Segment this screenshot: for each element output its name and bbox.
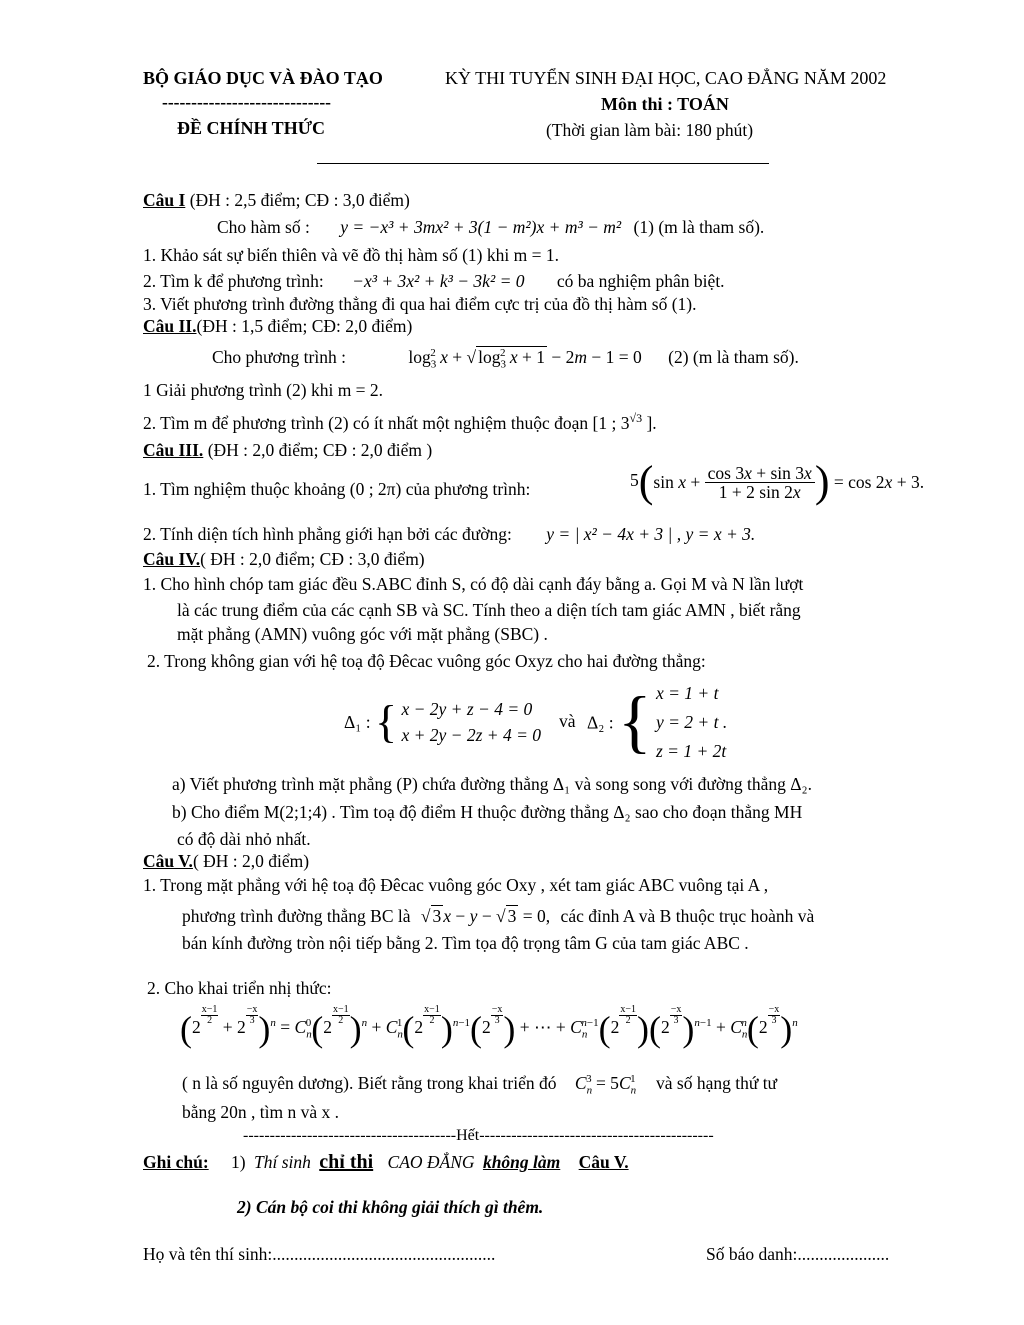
delta2-label: Δ₂ : xyxy=(587,712,614,733)
note1-text-d: không làm xyxy=(482,1152,561,1172)
q2-item2-end: ]. xyxy=(642,413,657,433)
q1-item2-post: có ba nghiệm phân biệt. xyxy=(556,271,725,291)
q4-item1-line3: mặt phẳng (AMN) vuông góc với mặt phẳng (SBC) . xyxy=(177,624,548,644)
q3-item1-equation: 5(sin x + $\frac{\cos 3x + \sin 3x}{1 + 2 \sin 2x}$ ) = cos 2x + 3. xyxy=(630,457,925,506)
delta2-equations xyxy=(656,679,727,766)
q5-item2-line3-post: và số hạng thứ tư xyxy=(656,1073,778,1093)
q1-formula-tag: (1) (m là tham số). xyxy=(633,217,765,237)
q4-part-a: a) Viết phương trình mặt phẳng (P) chứa đường thẳng Δ₁ và song song với đường thẳng Δ₂. xyxy=(172,774,813,794)
note1-number: 1) xyxy=(231,1152,246,1172)
q2-intro: Cho phương trình : xyxy=(212,347,346,367)
q5-item2-line3: ( n là số nguyên dương). Biết rằng trong khai triển đó $C_n^3 = 5C_n^1$ và số hạng thứ tư xyxy=(182,1073,778,1097)
delta2-eq2: y = 2 + t . xyxy=(655,712,728,732)
delta2-system: Δ₂ : { x = 1 + t y = 2 + t . z = 1 + 2t xyxy=(587,679,727,766)
q4-title: Câu IV. xyxy=(143,549,201,569)
q1-formula: y = −x³ + 3mx² + 3(1 − m²)x + m³ − m² xyxy=(340,217,622,237)
note-label: Ghi chú: xyxy=(143,1152,209,1172)
and-label: và xyxy=(559,711,576,731)
q1-function xyxy=(217,216,764,238)
q1-item3: 3. Viết phương trình đường thẳng đi qua hai điểm cực trị của đồ thị hàm số (1). xyxy=(143,294,697,314)
q4-item1-line2: là các trung điểm của các cạnh SB và SC. Tính theo a diện tích tam giác AMN , biết rằng xyxy=(177,600,801,620)
q3-heading xyxy=(143,439,432,461)
q2-item2: 2. Tìm m để phương trình (2) có ít nhất một nghiệm thuộc đoạn [1 ; $3^{√3}$ ]. xyxy=(143,411,657,433)
q2-item2-text: 2. Tìm m để phương trình (2) có ít nhất một nghiệm thuộc đoạn [1 ; 3 xyxy=(143,413,630,433)
exam-title: KỲ THI TUYỂN SINH ĐẠI HỌC, CAO ĐẲNG NĂM 2002 xyxy=(445,68,887,88)
official-label: ĐỀ CHÍNH THỨC xyxy=(177,118,326,138)
ministry-name: BỘ GIÁO DỤC VÀ ĐÀO TẠO xyxy=(143,68,383,88)
q2-equation xyxy=(212,346,799,371)
q5-item2-line1: 2. Cho khai triển nhị thức: xyxy=(147,978,332,998)
q3-item1-pre: 1. Tìm nghiệm thuộc khoảng (0 ; 2π) của phương trình: xyxy=(143,479,531,499)
delta1-eq2: x + 2y − 2z + 4 = 0 xyxy=(401,725,542,745)
q5-item1-line1: 1. Trong mặt phẳng với hệ toạ độ Đêcac vuông góc Oxy , xét tam giác ABC vuông tại A , xyxy=(143,875,769,895)
q3-title: Câu III. xyxy=(143,440,204,460)
q3-item2-pre: 2. Tính diện tích hình phẳng giới hạn bởi các đường: xyxy=(143,524,512,544)
q5-item1-line2-pre: phương trình đường thẳng BC là xyxy=(182,906,411,926)
q4-item2-line1: 2. Trong không gian với hệ toạ độ Đêcac vuông góc Oxyz cho hai đường thẳng: xyxy=(147,651,706,671)
delta1-system: Δ₁ : { x − 2y + z − 4 = 0 x + 2y − 2z + 4 = 0 xyxy=(344,696,542,747)
exam-time: (Thời gian làm bài: 180 phút) xyxy=(546,120,754,140)
q1-heading xyxy=(143,189,410,211)
q5-points: ( ĐH : 2,0 điểm) xyxy=(192,851,310,871)
q1-title: Câu I xyxy=(143,190,186,210)
header-dashes: ----------------------------- xyxy=(162,92,332,112)
q4-item1-line1: 1. Cho hình chóp tam giác đều S.ABC đỉnh S, có độ dài cạnh đáy bằng a. Gọi M và N lần lượt xyxy=(143,574,804,594)
q2-item1: 1 Giải phương trình (2) khi m = 2. xyxy=(143,380,384,400)
candidate-number-field: Số báo danh:..................... xyxy=(706,1244,890,1264)
q3-item2 xyxy=(143,523,755,545)
q1-item2-pre: 2. Tìm k để phương trình: xyxy=(143,271,324,291)
delta1-eq1: x − 2y + z − 4 = 0 xyxy=(401,699,533,719)
delta2-eq3: z = 1 + 2t xyxy=(655,741,727,761)
q5-item2-line4: bằng 20n , tìm n và x . xyxy=(182,1102,339,1122)
q5-item2-line3-pre: ( n là số nguyên dương). Biết rằng trong khai triển đó xyxy=(182,1073,557,1093)
q3-item2-eq: y = | x² − 4x + 3 | , y = x + 3. xyxy=(546,524,756,544)
candidate-name-field: Họ và tên thí sinh:................................................... xyxy=(143,1244,496,1264)
delta1-label: Δ₁ : xyxy=(344,712,371,732)
q2-formula-tag: (2) (m là tham số). xyxy=(668,347,799,367)
q4-points: ( ĐH : 2,0 điểm; CĐ : 3,0 điểm) xyxy=(200,549,425,569)
q4-heading xyxy=(143,548,425,570)
note-1 xyxy=(143,1151,629,1173)
q1-item1: 1. Khảo sát sự biến thiên và vẽ đồ thị hàm số (1) khi m = 1. xyxy=(143,245,559,265)
header-rule xyxy=(317,163,769,164)
q5-heading xyxy=(143,850,309,872)
q5-item1-line2: phương trình đường thẳng BC là √ 3 x − y − √ 3 = 0, các đỉnh A và B thuộc trục hoành và xyxy=(182,906,815,926)
note1-text-c: CAO ĐẲNG xyxy=(387,1152,475,1172)
note-2: 2) Cán bộ coi thi không giải thích gì thêm. xyxy=(237,1197,544,1217)
q4-part-b-line1: b) Cho điểm M(2;1;4) . Tìm toạ độ điểm H thuộc đường thẳng Δ₂ sao cho đoạn thẳng MH xyxy=(172,802,803,822)
q1-item2-eq: −x³ + 3x² + k³ − 3k² = 0 xyxy=(352,271,525,291)
q2-heading xyxy=(143,315,412,337)
note1-text-e: Câu V. xyxy=(578,1152,629,1172)
q5-title: Câu V. xyxy=(143,851,193,871)
q2-formula: $\log_3^2 x$ + √ $\log_3^2 x + 1 - 2m - 1 = 0$ xyxy=(408,347,642,371)
q2-title: Câu II. xyxy=(143,316,197,336)
q4-part-b-line2: có độ dài nhỏ nhất. xyxy=(177,829,311,849)
end-marker: ----------------------------------------Hết-------------------------------------------- xyxy=(243,1127,714,1144)
note1-text-a: Thí sinh xyxy=(253,1152,311,1172)
q1-points: (ĐH : 2,5 điểm; CĐ : 3,0 điểm) xyxy=(185,190,410,210)
note1-text-b: chỉ thi xyxy=(319,1151,374,1173)
q5-item1-line3: bán kính đường tròn nội tiếp bằng 2. Tìm tọa độ trọng tâm G của tam giác ABC . xyxy=(182,933,749,953)
q2-points: (ĐH : 1,5 điểm; CĐ: 2,0 điểm) xyxy=(196,316,413,336)
q3-item1 xyxy=(143,478,530,500)
subject-label: Môn thi : TOÁN xyxy=(601,94,729,114)
q5-item1-line2-post: các đỉnh A và B thuộc trục hoành và xyxy=(560,906,815,926)
binomial-expansion: (2 $\frac{x-1}{2}$ + 2 $\frac{-x}{3}$ )$^n = C_n^0(2$ $\frac{x-1}{2}$ )$^n + C_n^1(2$ $\frac{x-1}{2}$ )$^{n-1}$(2 $\frac{-x}{3}$ ) + ⋯ + $C_n^{n-1}(2$ $\frac{x-1}{2}$ )(2 $\frac{-x}{3}$ )$^{n-1} + C_n^n(2$ $\frac{-x}{3}$ )$^n$ xyxy=(180,1004,798,1049)
delta2-eq1: x = 1 + t xyxy=(655,683,719,703)
q1-item2 xyxy=(143,270,725,292)
q3-points: (ĐH : 2,0 điểm; CĐ : 2,0 điểm ) xyxy=(203,440,433,460)
q1-intro: Cho hàm số : xyxy=(217,217,310,237)
delta1-equations xyxy=(401,696,541,748)
